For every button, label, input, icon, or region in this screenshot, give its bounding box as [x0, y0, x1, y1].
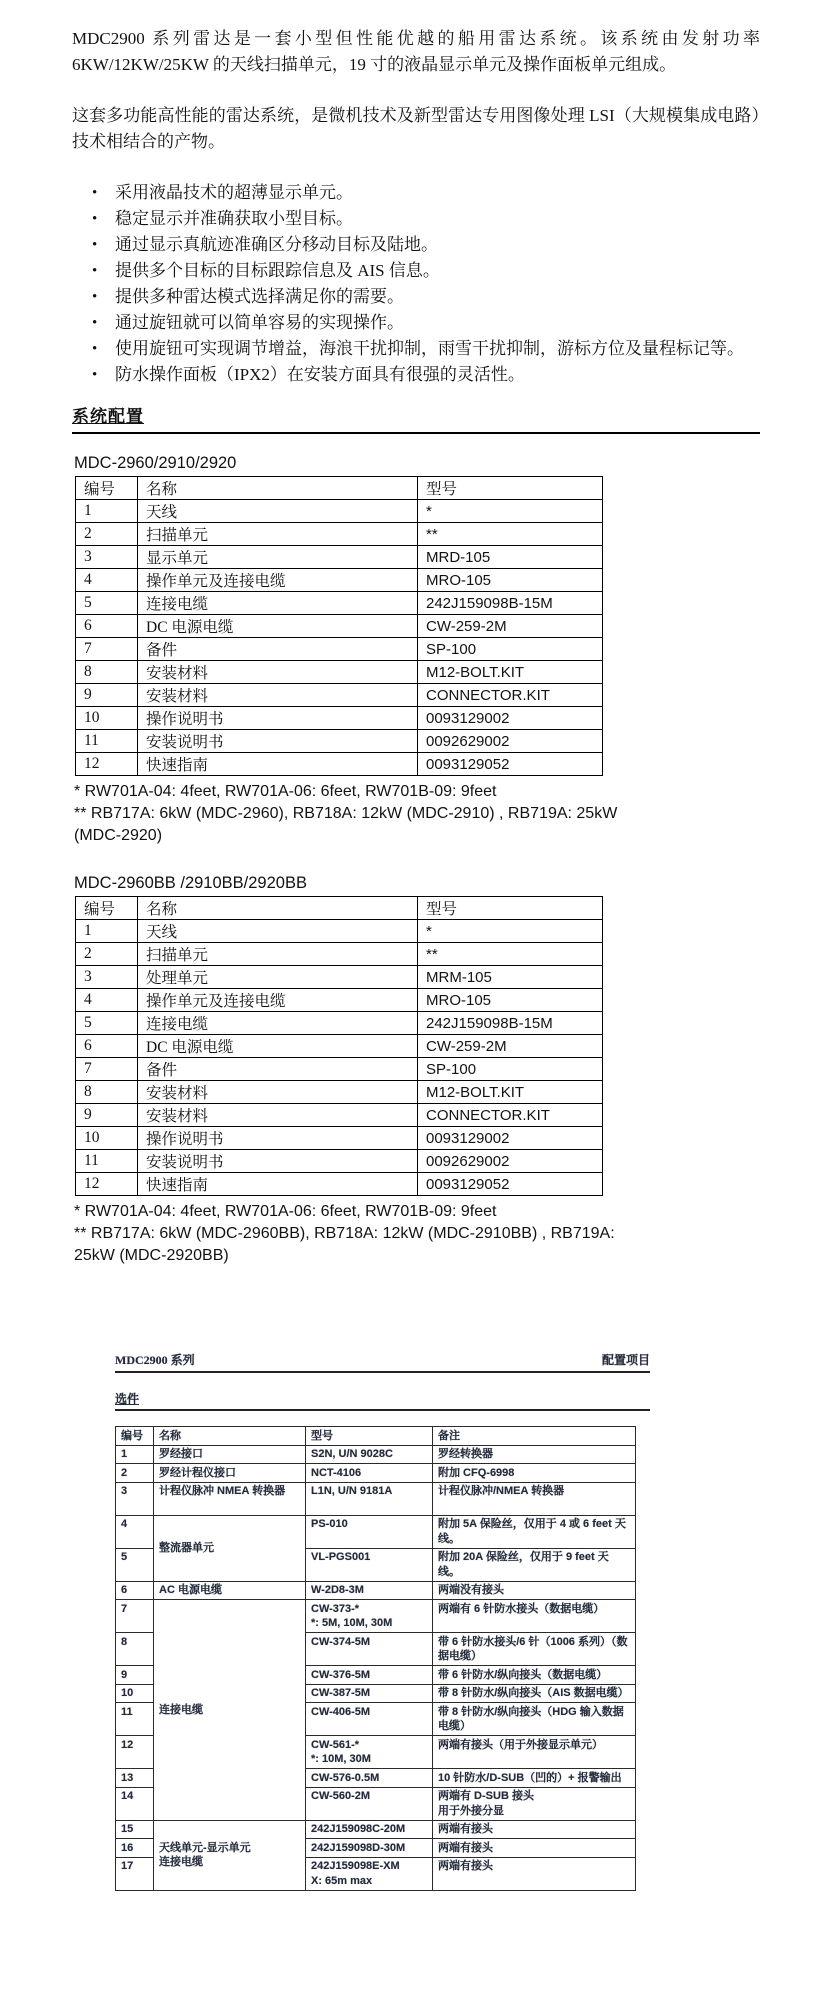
table-cell: 0092629002 [418, 1150, 603, 1173]
table-cell: M12-BOLT.KIT [418, 661, 603, 684]
system-config-table-2 [75, 896, 603, 1196]
table-cell: 6 [76, 615, 138, 638]
footnote-line: 25kW (MDC-2920BB) [74, 1247, 229, 1264]
table-cell: 扫描单元 [138, 943, 418, 966]
table-row [76, 1012, 603, 1035]
table-cell: 扫描单元 [138, 523, 418, 546]
table-cell: 2 [76, 943, 138, 966]
table-cell: 10 [116, 1684, 154, 1703]
table-row [76, 707, 603, 730]
options-table [115, 1426, 636, 1891]
feature-bullet: • 防水操作面板（IPX2）在安装方面具有很强的灵活性。 [72, 362, 760, 388]
options-page-header [115, 1351, 650, 1373]
table-cell: 两端有接头 [433, 1820, 636, 1839]
table-row [116, 1464, 636, 1483]
column-header: 编号 [116, 1427, 154, 1446]
table-cell: 0093129052 [418, 1173, 603, 1196]
table-cell: 12 [116, 1736, 154, 1769]
table-cell: 处理单元 [138, 966, 418, 989]
table-cell: SP-100 [418, 1058, 603, 1081]
table-cell: 操作单元及连接电缆 [138, 569, 418, 592]
table-cell: 连接电缆 [138, 592, 418, 615]
table-cell: 0093129052 [418, 753, 603, 776]
table-cell: 两端没有接头 [433, 1581, 636, 1600]
table-cell: 16 [116, 1839, 154, 1858]
options-header-left: MDC2900 系列 [115, 1353, 195, 1367]
table-cell: 242J159098E-XM X: 65m max [306, 1857, 433, 1890]
table-row [76, 1173, 603, 1196]
table-cell: 2 [76, 523, 138, 546]
table-cell: 0093129002 [418, 707, 603, 730]
column-header: 备注 [433, 1427, 636, 1446]
table-cell: ** [418, 943, 603, 966]
table-row [76, 615, 603, 638]
table-cell: 安装说明书 [138, 730, 418, 753]
table-row [116, 1445, 636, 1464]
table-cell: 天线单元-显示单元 连接电缆 [154, 1820, 306, 1890]
table-cell: 附加 CFQ-6998 [433, 1464, 636, 1483]
table-row [76, 1150, 603, 1173]
table-cell: 天线 [138, 920, 418, 943]
table-cell: 3 [116, 1482, 154, 1515]
intro-paragraph-1: MDC2900 系列雷达是一套小型但性能优越的船用雷达系统。该系统由发射功率 6KW/12KW/25KW 的天线扫描单元，19 寸的液晶显示单元及操作面板单元组成。 [72, 29, 760, 74]
table-header-row [76, 897, 603, 920]
table-cell: CONNECTOR.KIT [418, 684, 603, 707]
table-row [76, 920, 603, 943]
table-cell: MRM-105 [418, 966, 603, 989]
table-cell: 1 [76, 920, 138, 943]
table-cell: 3 [76, 966, 138, 989]
table-cell: 8 [116, 1633, 154, 1666]
table-cell: 6 [76, 1035, 138, 1058]
table-cell: 罗经转换器 [433, 1445, 636, 1464]
table-row [116, 1600, 636, 1633]
table-cell: DC 电源电缆 [138, 615, 418, 638]
feature-bullet: • 采用液晶技术的超薄显示单元。 [72, 180, 760, 206]
table-cell: 8 [76, 1081, 138, 1104]
table-cell: 1 [76, 500, 138, 523]
table-cell: NCT-4106 [306, 1464, 433, 1483]
table-row [76, 753, 603, 776]
feature-bullet: • 提供多种雷达模式选择满足你的需要。 [72, 284, 760, 310]
table-row [76, 943, 603, 966]
table-cell: CW-387-5M [306, 1684, 433, 1703]
table-cell: CW-406-5M [306, 1703, 433, 1736]
footnote-line: ** RB717A: 6kW (MDC-2960), RB718A: 12kW (MDC-2910) , RB719A: 25kW [74, 805, 618, 822]
table-cell: 4 [76, 989, 138, 1012]
table-cell: M12-BOLT.KIT [418, 1081, 603, 1104]
table-cell: 0092629002 [418, 730, 603, 753]
table-cell: W-2D8-3M [306, 1581, 433, 1600]
table-cell: 安装材料 [138, 1081, 418, 1104]
table-cell: AC 电源电缆 [154, 1581, 306, 1600]
table-cell: 带 8 针防水/纵向接头（HDG 输入数据电缆） [433, 1703, 636, 1736]
table-cell: PS-010 [306, 1515, 433, 1548]
table-cell: 13 [116, 1769, 154, 1788]
column-header: 名称 [154, 1427, 306, 1446]
table-cell: 10 [76, 1127, 138, 1150]
table-cell: CW-561-* *: 10M, 30M [306, 1736, 433, 1769]
table-cell: 10 [76, 707, 138, 730]
feature-bullet: • 通过显示真航迹准确区分移动目标及陆地。 [72, 232, 760, 258]
table-cell: 15 [116, 1820, 154, 1839]
table-row [116, 1820, 636, 1839]
table-cell: 操作说明书 [138, 1127, 418, 1150]
table-row [76, 638, 603, 661]
footnote-line: * RW701A-04: 4feet, RW701A-06: 6feet, RW701B-09: 9feet [74, 783, 497, 800]
table-cell: 安装说明书 [138, 1150, 418, 1173]
table-cell: 2 [116, 1464, 154, 1483]
table-cell: DC 电源电缆 [138, 1035, 418, 1058]
table-cell: 两端有 D-SUB 接头 用于外接分显 [433, 1787, 636, 1820]
table-row [76, 1127, 603, 1150]
footnote-line: * RW701A-04: 4feet, RW701A-06: 6feet, RW701B-09: 9feet [74, 1203, 497, 1220]
table-row [116, 1581, 636, 1600]
table-cell: 12 [76, 1173, 138, 1196]
table-cell: 备件 [138, 1058, 418, 1081]
table-row [76, 1081, 603, 1104]
table-cell: 242J159098D-30M [306, 1839, 433, 1858]
column-header: 型号 [418, 477, 603, 500]
feature-bullet: • 通过旋钮就可以简单容易的实现操作。 [72, 310, 760, 336]
feature-bullet: • 提供多个目标的目标跟踪信息及 AIS 信息。 [72, 258, 760, 284]
table-cell: 4 [76, 569, 138, 592]
table-cell: VL-PGS001 [306, 1548, 433, 1581]
table1-title: MDC-2960/2910/2920 [74, 454, 237, 472]
table-row [76, 730, 603, 753]
table2-title: MDC-2960BB /2910BB/2920BB [74, 874, 307, 892]
table-cell: CW-373-* *: 5M, 10M, 30M [306, 1600, 433, 1633]
system-config-table-1 [75, 476, 603, 776]
table-cell: 14 [116, 1787, 154, 1820]
table-cell: CW-259-2M [418, 615, 603, 638]
table1-footnotes [74, 781, 760, 847]
table-cell: 两端有 6 针防水接头（数据电缆） [433, 1600, 636, 1633]
table-header-row [116, 1427, 636, 1446]
table-cell: 7 [76, 638, 138, 661]
column-header: 型号 [418, 897, 603, 920]
column-header: 型号 [306, 1427, 433, 1446]
table-cell: 242J159098B-15M [418, 1012, 603, 1035]
table-cell: 安装材料 [138, 661, 418, 684]
table-row [76, 661, 603, 684]
table-cell: 12 [76, 753, 138, 776]
table-cell: 附加 5A 保险丝，仅用于 4 或 6 feet 天线。 [433, 1515, 636, 1548]
table-cell: CW-374-5M [306, 1633, 433, 1666]
table-cell: 两端有接头 [433, 1839, 636, 1858]
column-header: 编号 [76, 477, 138, 500]
section-heading: 系统配置 [72, 402, 760, 434]
table-cell: 带 6 针防水接头/6 针（1006 系列）（数据电缆） [433, 1633, 636, 1666]
options-scanned-section [115, 1351, 650, 1891]
table2-footnotes [74, 1201, 760, 1267]
table-cell: 安装材料 [138, 684, 418, 707]
table-cell: 附加 20A 保险丝，仅用于 9 feet 天线。 [433, 1548, 636, 1581]
table-row [76, 1058, 603, 1081]
table-cell: MRD-105 [418, 546, 603, 569]
table-cell: 计程仪脉冲 NMEA 转换器 [154, 1482, 306, 1515]
feature-bullet: • 稳定显示并准确获取小型目标。 [72, 206, 760, 232]
table-row [76, 1035, 603, 1058]
table-cell: 9 [76, 1104, 138, 1127]
footnote-line: (MDC-2920) [74, 827, 163, 844]
table-cell: CONNECTOR.KIT [418, 1104, 603, 1127]
table-cell: 11 [116, 1703, 154, 1736]
table-cell: 备件 [138, 638, 418, 661]
column-header: 名称 [138, 477, 418, 500]
table-cell: 242J159098B-15M [418, 592, 603, 615]
table-cell: 显示单元 [138, 546, 418, 569]
table-cell: 11 [76, 1150, 138, 1173]
table-cell: 3 [76, 546, 138, 569]
table-row [76, 569, 603, 592]
feature-bullet: • 使用旋钮可实现调节增益，海浪干扰抑制，雨雪干扰抑制，游标方位及量程标记等。 [72, 336, 760, 362]
column-header: 编号 [76, 897, 138, 920]
table-cell: 快速指南 [138, 753, 418, 776]
table-cell: 连接电缆 [138, 1012, 418, 1035]
table-cell: 1 [116, 1445, 154, 1464]
table-cell: 0093129002 [418, 1127, 603, 1150]
table-cell: 操作单元及连接电缆 [138, 989, 418, 1012]
table-cell: 罗经接口 [154, 1445, 306, 1464]
table-cell: MRO-105 [418, 569, 603, 592]
table-cell: 5 [76, 1012, 138, 1035]
table-row [116, 1515, 636, 1548]
table-cell: 带 6 针防水/纵向接头（数据电缆） [433, 1666, 636, 1685]
options-header-right: 配置项目 [601, 1353, 650, 1367]
table-cell: 整流器单元 [154, 1515, 306, 1581]
table-cell: 操作说明书 [138, 707, 418, 730]
feature-bullet-list [72, 180, 760, 388]
table-cell: 4 [116, 1515, 154, 1548]
table-cell: 快速指南 [138, 1173, 418, 1196]
table-cell: 两端有接头 [433, 1857, 636, 1890]
table-row [76, 500, 603, 523]
table-cell: 7 [76, 1058, 138, 1081]
table-cell: 9 [76, 684, 138, 707]
table-cell: MRO-105 [418, 989, 603, 1012]
table-row [76, 684, 603, 707]
table-cell: CW-259-2M [418, 1035, 603, 1058]
table-cell: L1N, U/N 9181A [306, 1482, 433, 1515]
table-cell: 连接电缆 [154, 1600, 306, 1821]
table-row [76, 546, 603, 569]
table-cell: * [418, 500, 603, 523]
table-cell: CW-560-2M [306, 1787, 433, 1820]
table-cell: 带 8 针防水/纵向接头（AIS 数据电缆） [433, 1684, 636, 1703]
table-cell: CW-376-5M [306, 1666, 433, 1685]
table-cell: 两端有接头（用于外接显示单元） [433, 1736, 636, 1769]
table-cell: 9 [116, 1666, 154, 1685]
table-row [76, 966, 603, 989]
table-row [116, 1482, 636, 1515]
table-cell: 5 [116, 1548, 154, 1581]
intro-paragraph-2: 这套多功能高性能的雷达系统，是微机技术及新型雷达专用图像处理 LSI（大规模集成电路）技术相结合的产物。 [72, 106, 760, 151]
table-cell: 安装材料 [138, 1104, 418, 1127]
table-cell: ** [418, 523, 603, 546]
table-cell: SP-100 [418, 638, 603, 661]
table-cell: 242J159098C-20M [306, 1820, 433, 1839]
table-cell: CW-576-0.5M [306, 1769, 433, 1788]
table-cell: 罗经计程仪接口 [154, 1464, 306, 1483]
column-header: 名称 [138, 897, 418, 920]
options-section-title: 选件 [115, 1390, 650, 1411]
table-cell: 天线 [138, 500, 418, 523]
table-cell: * [418, 920, 603, 943]
table-cell: 7 [116, 1600, 154, 1633]
table-cell: 10 针防水/D-SUB（凹的）+ 报警输出 [433, 1769, 636, 1788]
table-cell: 8 [76, 661, 138, 684]
table-row [76, 523, 603, 546]
table-cell: 11 [76, 730, 138, 753]
footnote-line: ** RB717A: 6kW (MDC-2960BB), RB718A: 12kW (MDC-2910BB) , RB719A: [74, 1225, 615, 1242]
table-row [76, 592, 603, 615]
table-cell: 5 [76, 592, 138, 615]
table-cell: 17 [116, 1857, 154, 1890]
table-header-row [76, 477, 603, 500]
table-cell: S2N, U/N 9028C [306, 1445, 433, 1464]
table-row [76, 1104, 603, 1127]
table-cell: 计程仪脉冲/NMEA 转换器 [433, 1482, 636, 1515]
table-cell: 6 [116, 1581, 154, 1600]
table-row [76, 989, 603, 1012]
